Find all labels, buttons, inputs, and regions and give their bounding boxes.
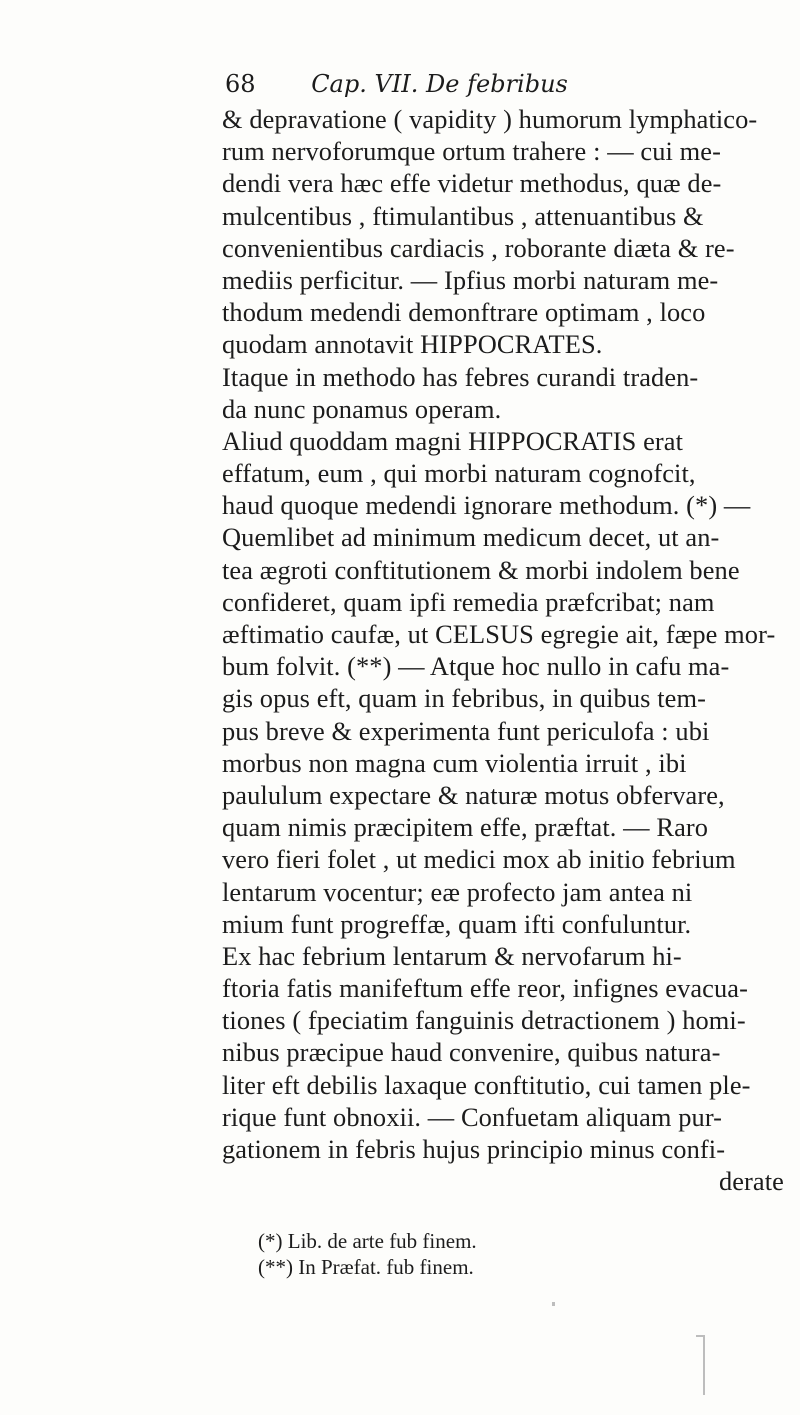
text-line: haud quoque medendi ignorare methodum. (*) —: [222, 490, 751, 521]
text-line: & depravatione ( vapidity ) humorum lymphatico-: [222, 104, 758, 134]
text-line: Ex hac febrium lentarum & nervofarum hi-: [222, 940, 682, 971]
scan-mark: [703, 1335, 705, 1395]
text-line: lentarum vocentur; eæ profecto jam antea ni: [222, 876, 693, 907]
text-line: thodum medendi demonftrare optimam , loco: [222, 297, 706, 328]
text-line: quam nimis præcipitem effe, præftat. — Raro: [222, 812, 709, 843]
text-line: rique funt obnoxii. — Confuetam aliquam pur-: [222, 1101, 723, 1132]
text-line: mulcentibus , ftimulantibus , attenuantibus &: [222, 200, 704, 231]
page-number: 68: [225, 70, 256, 98]
text-line: gationem in febris hujus principio minus confi-: [222, 1134, 726, 1164]
footnotes: [258, 1228, 658, 1280]
text-line: Aliud quoddam magni HIPPOCRATIS erat: [222, 425, 684, 456]
text-line: derate: [718, 1166, 784, 1197]
text-line: mium funt progreffæ, quam ifti confuluntur.: [222, 908, 692, 939]
text-line: Itaque in methodo has febres curandi traden-: [222, 361, 699, 392]
text-line: paululum expectare & naturæ motus obfervare,: [222, 779, 725, 810]
text-line: tiones ( fpeciatim fanguinis detractionem ) homi-: [222, 1005, 746, 1036]
text-line: effatum, eum , qui morbi naturam cognofcit,: [222, 458, 696, 489]
text-line: ftoria fatis manifeftum effe reor, infignes evacua-: [222, 973, 748, 1004]
text-line: mediis perficitur. — Ipfius morbi naturam me-: [222, 264, 719, 295]
text-line: vero fieri folet , ut medici mox ab initio febrium: [222, 844, 736, 875]
footnote: (**) In Præfat. fub finem.: [258, 1255, 474, 1279]
text-line: morbus non magna cum violentia irruit , ibi: [222, 747, 687, 778]
footnote: (*) Lib. de arte fub finem.: [258, 1229, 477, 1253]
text-line: quodam annotavit HIPPOCRATES.: [222, 329, 603, 360]
text-line: nibus præcipue haud convenire, quibus natura-: [222, 1037, 721, 1068]
text-line: æftimatio caufæ, ut CELSUS egregie ait, fæpe mor-: [222, 619, 776, 649]
text-line: da nunc ponamus operam.: [222, 393, 502, 424]
text-line: bum folvit. (**) — Atque hoc nullo in cafu ma-: [222, 651, 730, 682]
text-line: convenientibus cardiacis , roborante diæta & re-: [222, 232, 735, 263]
text-line: gis opus eft, quam in febribus, in quibus tem-: [222, 683, 706, 714]
text-line: dendi vera hæc effe videtur methodus, quæ de-: [222, 168, 722, 199]
scan-mark: [696, 1335, 704, 1337]
running-title: Cap. VII. De febribus: [311, 70, 568, 98]
main-text: [222, 103, 792, 1197]
text-line: tea ægroti conftitutionem & morbi indolem bene: [222, 554, 740, 585]
text-line: pus breve & experimenta funt periculofa : ubi: [222, 715, 710, 746]
text-line: Quemlibet ad minimum medicum decet, ut an-: [222, 522, 720, 553]
running-header: [225, 70, 645, 106]
text-line: rum nervoforumque ortum trahere : — cui me-: [222, 136, 721, 167]
text-line: liter eft debilis laxaque conftitutio, cui tamen ple-: [222, 1069, 751, 1100]
scan-mark: [552, 1302, 555, 1306]
text-line: confideret, quam ipfi remedia præfcribat; nam: [222, 586, 715, 617]
